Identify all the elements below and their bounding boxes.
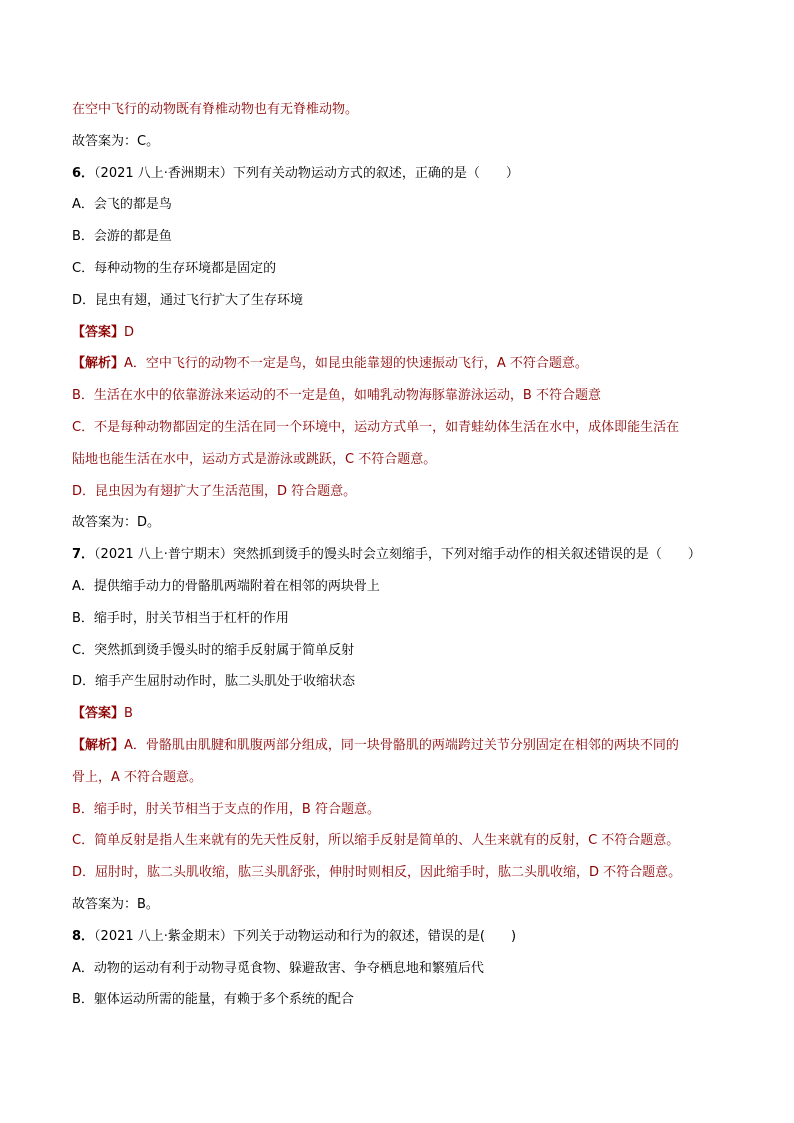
question-8-option-a: A．动物的运动有利于动物寻觅食物、躲避敌害、争夺栖息地和繁殖后代 bbox=[72, 960, 484, 976]
question-6-answer bbox=[72, 325, 732, 341]
question-6-option-b: B．会游的都是鱼 bbox=[72, 229, 172, 245]
question-8-stem bbox=[72, 929, 732, 945]
analysis-text: A．空中飞行的动物不一定是鸟，如昆虫能靠翅的快速振动飞行，A 不符合题意。 bbox=[124, 356, 588, 372]
question-6-analysis-1 bbox=[72, 356, 732, 372]
question-7-answer bbox=[72, 706, 732, 722]
analysis-text: A．骨骼肌由肌腱和肌腹两部分组成，同一块骨骼肌的两端跨过关节分别固定在相邻的两块不同的 bbox=[124, 737, 679, 753]
question-6-stem bbox=[72, 166, 732, 182]
question-7-analysis-3: B．缩手时，肘关节相当于支点的作用，B 符合题意。 bbox=[72, 801, 380, 817]
answer-tag: 【答案】 bbox=[72, 324, 125, 340]
question-6-option-c: C．每种动物的生存环境都是固定的 bbox=[72, 260, 277, 276]
question-6-final: 故答案为：D。 bbox=[72, 515, 161, 531]
question-6-analysis-4: 陆地也能生活在水中，运动方式是游泳或跳跃，C 不符合题意。 bbox=[72, 451, 437, 467]
question-6-option-d: D．昆虫有翅，通过飞行扩大了生存环境 bbox=[72, 292, 304, 308]
question-7-option-d: D．缩手产生屈肘动作时，肱二头肌处于收缩状态 bbox=[72, 674, 356, 690]
final-answer-prev: 故答案为：C。 bbox=[72, 133, 160, 149]
question-7-analysis-5: D．屈肘时，肱二头肌收缩，肱三头肌舒张，伸肘时则相反，因此缩手时，肱二头肌收缩，D 不符合题意。 bbox=[72, 865, 682, 881]
question-6-source: （2021 八上·香洲期末） bbox=[94, 165, 233, 181]
question-6-analysis-3: C．不是每种动物都固定的生活在同一个环境中，运动方式单一，如青蛙幼体生活在水中，成体即能生活在 bbox=[72, 419, 680, 435]
question-6-analysis-2: B．生活在水中的依靠游泳来运动的不一定是鱼，如哺乳动物海豚靠游泳运动，B 不符合题意 bbox=[72, 388, 601, 404]
question-6-text: 下列有关动物运动方式的叙述，正确的是（ ） bbox=[232, 165, 519, 181]
question-7-number: 7． bbox=[72, 547, 95, 563]
document-content bbox=[72, 102, 732, 1024]
question-8-text: 下列关于动物运动和行为的叙述，错误的是( ) bbox=[232, 928, 517, 944]
analysis-tag: 【解析】 bbox=[72, 737, 125, 753]
question-8-option-b: B．躯体运动所需的能量，有赖于多个系统的配合 bbox=[72, 992, 354, 1008]
question-6-number: 6． bbox=[72, 165, 95, 181]
answer-value: B bbox=[124, 706, 133, 722]
question-8-number: 8． bbox=[72, 928, 95, 944]
question-7-option-c: C．突然抓到烫手馒头时的缩手反射属于简单反射 bbox=[72, 642, 355, 658]
question-7-analysis-1 bbox=[72, 738, 732, 754]
question-7-analysis-2: 骨上，A 不符合题意。 bbox=[72, 769, 203, 785]
question-7-text: 突然抓到烫手的馒头时会立刻缩手，下列对缩手动作的相关叙述错误的是（ ） bbox=[232, 547, 701, 563]
question-7-analysis-4: C．简单反射是指人生来就有的先天性反射，所以缩手反射是简单的、人生来就有的反射，C 不符合题意。 bbox=[72, 833, 680, 849]
answer-value: D bbox=[124, 324, 135, 340]
answer-tag: 【答案】 bbox=[72, 706, 125, 722]
analysis-tag: 【解析】 bbox=[72, 356, 125, 372]
question-7-source: （2021 八上·普宁期末） bbox=[94, 547, 233, 563]
analysis-tail-prev: 在空中飞行的动物既有脊椎动物也有无脊椎动物。 bbox=[72, 102, 359, 117]
question-7-stem bbox=[72, 547, 732, 563]
question-7-final: 故答案为：B。 bbox=[72, 896, 159, 912]
question-6-option-a: A．会飞的都是鸟 bbox=[72, 197, 172, 213]
question-7-option-a: A．提供缩手动力的骨骼肌两端附着在相邻的两块骨上 bbox=[72, 578, 380, 594]
question-6-analysis-5: D．昆虫因为有翅扩大了生活范围，D 符合题意。 bbox=[72, 483, 357, 499]
question-8-source: （2021 八上·紫金期末） bbox=[94, 928, 233, 944]
question-7-option-b: B．缩手时，肘关节相当于杠杆的作用 bbox=[72, 610, 289, 626]
